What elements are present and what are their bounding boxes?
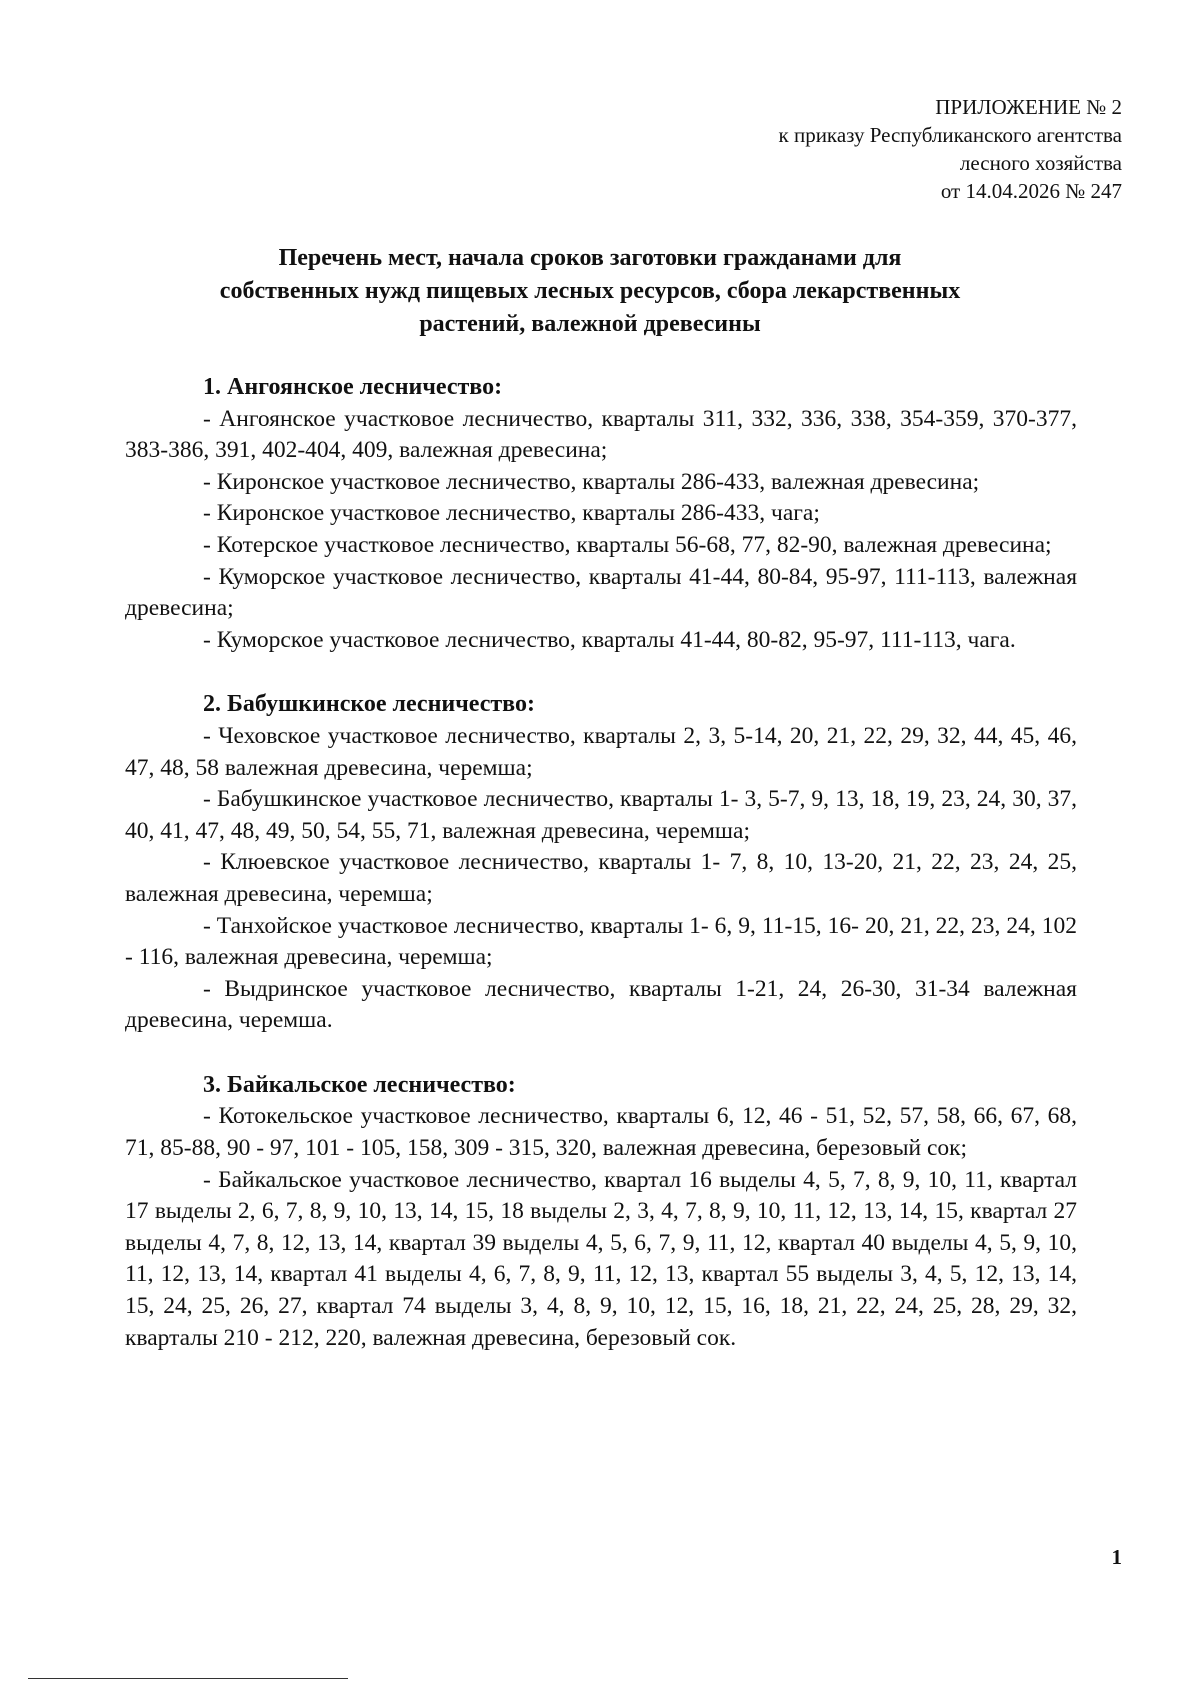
list-item: - Котерское участковое лесничество, кварталы 56-68, 77, 82-90, валежная древесина; xyxy=(203,531,1052,558)
title-line: растений, валежной древесины xyxy=(419,311,761,337)
appendix-title: ПРИЛОЖЕНИЕ № 2 xyxy=(935,95,1122,119)
list-item: - Куморское участковое лесничество, кварталы 41-44, 80-82, 95-97, 111-113, чага. xyxy=(203,626,1016,653)
list-item: - Киронское участковое лесничество, кварталы 286-433, чага; xyxy=(203,500,820,527)
footer-divider xyxy=(28,1678,348,1679)
section-heading: 2. Бабушкинское лесничество: xyxy=(203,691,535,718)
page-number: 1 xyxy=(1111,1545,1122,1569)
list-item: - Киронское участковое лесничество, кварталы 286-433, валежная древесина; xyxy=(203,468,980,495)
list-item: - Чеховское участковое лесничество, кварталы 2, 3, 5-14, 20, 21, 22, 29, 32, 44, 45, 46, 47, 48, 58 валежная древесина, черемша; xyxy=(125,722,1077,781)
list-item: - Котокельское участковое лесничество, кварталы 6, 12, 46 - 51, 52, 57, 58, 66, 67, 68, 71, 85-88, 90 - 97, 101 - 105, 158, 309 - 315, 320, валежная древесина, березовый сок; xyxy=(125,1103,1077,1162)
title-line: собственных нужд пищевых лесных ресурсов, сбора лекарственных xyxy=(219,278,961,304)
agency-name: лесного хозяйства xyxy=(959,151,1122,175)
order-reference: к приказу Республиканского агентства xyxy=(778,123,1122,147)
section-angoyanskoe xyxy=(125,372,1077,656)
section-heading: 1. Ангоянское лесничество: xyxy=(203,374,503,400)
document-body xyxy=(125,372,1077,1387)
appendix-header xyxy=(779,93,1123,205)
list-item: - Выдринское участковое лесничество, кварталы 1-21, 24, 26-30, 31-34 валежная древесина, черемша. xyxy=(125,975,1077,1034)
list-item: - Ангоянское участковое лесничество, кварталы 311, 332, 336, 338, 354-359, 370-377, 383-386, 391, 402-404, 409, валежная древесина; xyxy=(125,405,1077,464)
title-line: Перечень мест, начала сроков заготовки гражданами для xyxy=(278,245,902,271)
list-item: - Танхойское участковое лесничество, кварталы 1- 6, 9, 11-15, 16- 20, 21, 22, 23, 24, 102 - 116, валежная древесина, черемша; xyxy=(125,912,1077,971)
list-item: - Байкальское участковое лесничество, квартал 16 выделы 4, 5, 7, 8, 9, 10, 11, квартал 17 выделы 2, 6, 7, 8, 9, 10, 13, 14, 15, 18 выделы 2, 3, 4, 7, 8, 9, 10, 11, 12, 13, 14, 15, квартал 27 выделы 4, 7, 8, 12, 13, 14, квартал 39 выделы 4, 5, 6, 7, 9, 11, 12, квартал 40 выделы 4, 5, 9, 10, 11, 12, 13, 14, квартал 41 выделы 4, 6, 7, 8, 9, 11, 12, 13, квартал 55 выделы 3, 4, 5, 12, 13, 14, 15, 24, 25, 26, 27, квартал 74 выделы 3, 4, 8, 9, 10, 12, 15, 16, 18, 21, 22, 24, 25, 28, 29, 32, кварталы 210 - 212, 220, валежная древесина, березовый сок. xyxy=(125,1166,1077,1351)
document-title xyxy=(125,242,1055,341)
order-date-number: от 14.04.2026 № 247 xyxy=(940,179,1122,203)
section-babushkinskoe xyxy=(125,689,1077,1037)
list-item: - Куморское участковое лесничество, кварталы 41-44, 80-84, 95-97, 111-113, валежная древесина; xyxy=(125,563,1077,622)
section-heading: 3. Байкальское лесничество: xyxy=(203,1071,516,1098)
list-item: - Клюевское участковое лесничество, кварталы 1- 7, 8, 10, 13-20, 21, 22, 23, 24, 25, валежная древесина, черемша; xyxy=(125,849,1077,907)
list-item: - Бабушкинское участковое лесничество, кварталы 1- 3, 5-7, 9, 13, 18, 19, 23, 24, 30, 37, 40, 41, 47, 48, 49, 50, 54, 55, 71, валежная древесина, черемша; xyxy=(125,786,1077,844)
section-baikalskoe xyxy=(125,1070,1077,1354)
